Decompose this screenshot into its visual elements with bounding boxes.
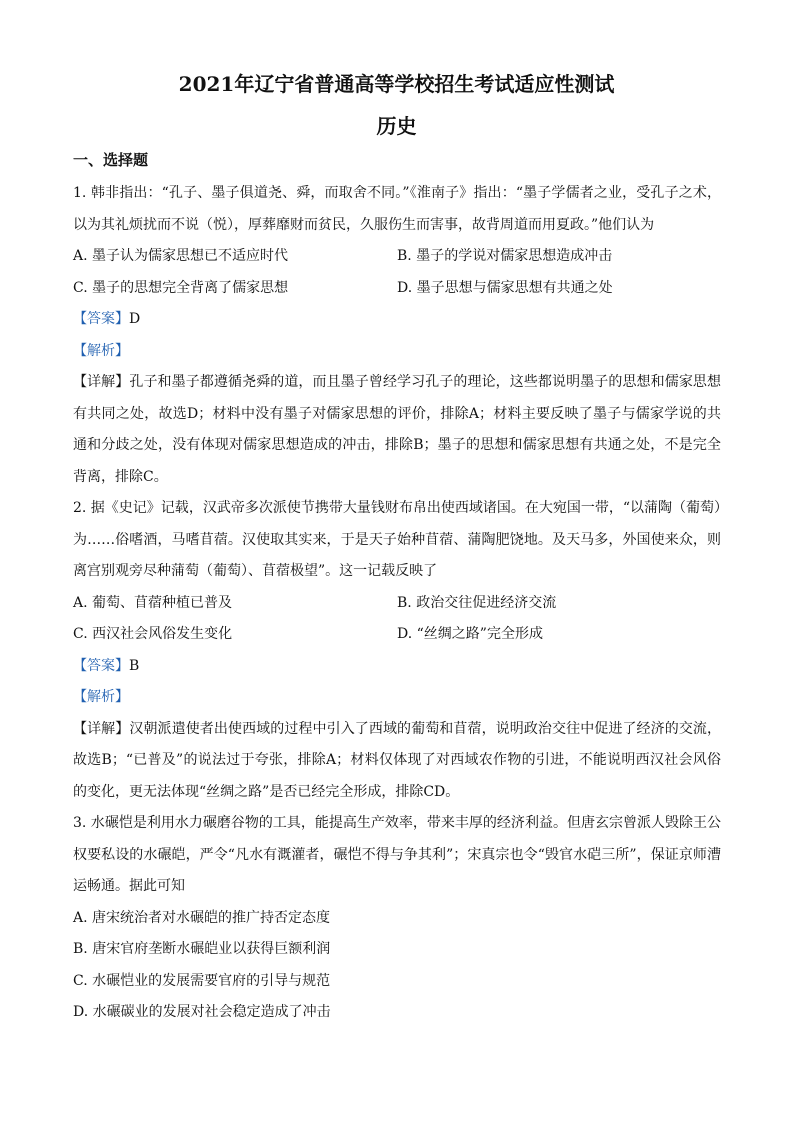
option-b: B. 唐宋官府垄断水碾皑业以获得巨额利润: [73, 941, 331, 957]
analysis-label: 【解析】: [73, 342, 129, 359]
answer-line: [73, 304, 721, 336]
section-heading: 一、选择题: [73, 151, 149, 169]
question-stem: 1. 韩非指出：“孔子、墨子俱道尧、舜，而取舍不同。”《淮南子》指出：“墨子学儒者之业，受孔子之术，以为其礼烦扰而不说（悦），厚葬靡财而贫民，久服伤生而害事，故背周道而用夏政。”他们认为: [73, 185, 721, 233]
question-stem: 3. 水碾恺是利用水力碾磨谷物的工具，能提高生产效率，带来丰厚的经济利益。但唐玄宗曾派人毁除王公权要私设的水碾皑，严令“凡水有溉灌者，碾恺不得与争其利”；宋真宗也令“毁官水硙三所”，保证京师漕运畅通。据此可知: [73, 815, 721, 894]
option-list: [73, 588, 721, 651]
document-subtitle: 历史: [376, 114, 417, 138]
option-list: [73, 903, 721, 1029]
answer-label: 【答案】: [73, 657, 129, 674]
question-stem: 2. 据《史记》记载，汉武帝多次派使节携带大量钱财布帛出使西域诸国。在大宛国一带，“以蒲陶（葡萄）为……俗嗜酒，马嗜苜蓿。汉使取其实来，于是天子始种苜蓿、蒲陶肥饶地。及天马多，外国使来众，则离宫别观旁尽种蒲萄（葡萄）、苜蓿极望”。这一记载反映了: [73, 500, 721, 579]
option-a: A. 葡萄、苜蓿种植已普及: [73, 594, 233, 611]
option-c: C. 墨子的思想完全背离了儒家思想: [73, 279, 289, 296]
answer-value: D: [129, 311, 141, 327]
option-d: D. 墨子思想与儒家思想有共通之处: [397, 279, 613, 296]
option-b: B. 政治交往促进经济交流: [397, 594, 557, 611]
answer-line: [73, 651, 721, 683]
analysis-label: 【解析】: [73, 689, 129, 705]
answer-value: B: [129, 657, 140, 674]
question-list: [73, 178, 721, 1029]
option-a: A. 唐宋统治者对水碾皑的推广持否定态度: [73, 909, 331, 926]
option-d: D. 水碾碳业的发展对社会稳定造成了冲击: [73, 1004, 331, 1020]
option-b: B. 墨子的学说对儒家思想造成冲击: [397, 248, 613, 264]
option-c: C. 西汉社会风俗发生变化: [73, 626, 233, 642]
option-a: A. 墨子认为儒家思想已不适应时代: [73, 248, 289, 264]
option-c: C. 水碾恺业的发展需要官府的引导与规范: [73, 972, 331, 989]
question-2: [73, 493, 721, 808]
question-1: [73, 178, 721, 493]
answer-label: 【答案】: [73, 311, 129, 327]
option-d: D. “丝绸之路”完全形成: [397, 626, 543, 642]
document-title: 2021年辽宁省普通高等学校招生考试适应性测试: [178, 72, 615, 96]
detail-text: 【详解】汉朝派遣使者出使西域的过程中引入了西域的葡萄和苜蓿，说明政治交往中促进了经济的交流，故选B；“已普及”的说法过于夸张，排除A；材料仅体现了对西域农作物的引进，不能说明西汉社会风俗的变化，更无法体现“丝绸之路”是否已经完全形成，排除CD。: [73, 720, 721, 800]
question-3: [73, 808, 721, 1029]
detail-text: 【详解】孔子和墨子都遵循尧舜的道，而且墨子曾经学习孔子的理论，这些都说明墨子的思想和儒家思想有共同之处，故选D；材料中没有墨子对儒家思想的评价，排除A；材料主要反映了墨子与儒家学说的共通和分歧之处，没有体现对儒家思想造成的冲击，排除B；墨子的思想和儒家思想有共通之处，不是完全背离，排除C。: [73, 374, 721, 485]
option-list: [73, 241, 721, 304]
